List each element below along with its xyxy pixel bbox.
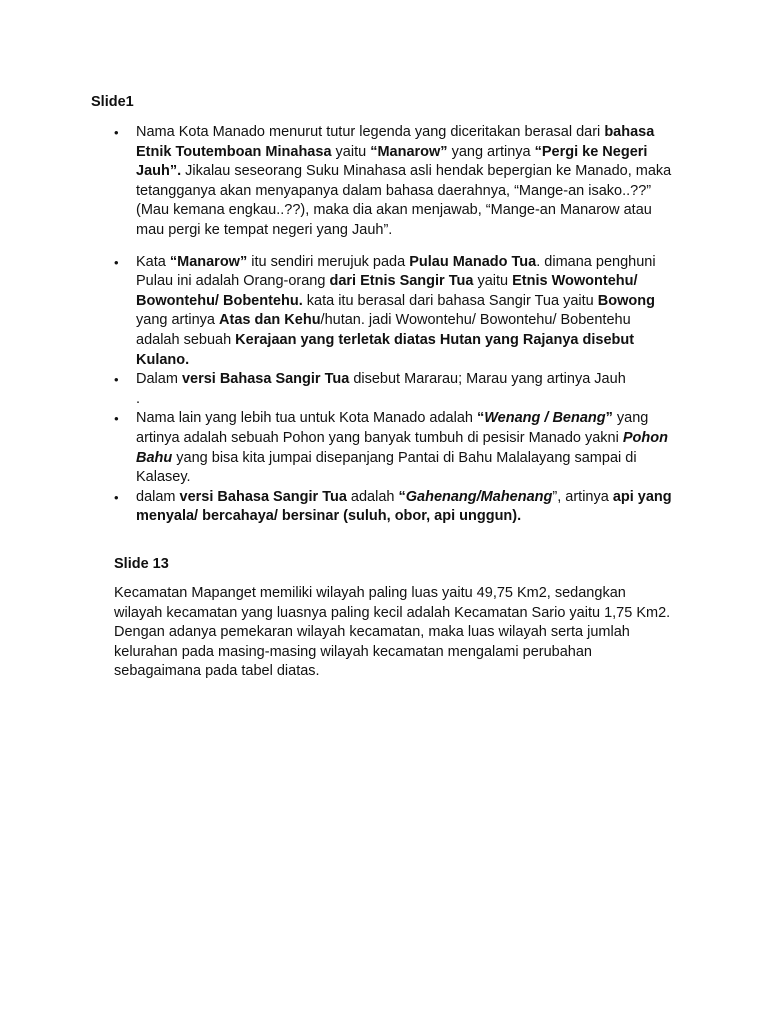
bold-italic-text: Wenang / Benang <box>484 410 606 427</box>
text: itu sendiri merujuk pada <box>247 253 410 270</box>
bold-text: “Manarow” <box>370 143 448 160</box>
bold-text: Atas dan Kehu <box>219 312 321 329</box>
bold-italic-text: Gahenang/Mahenang <box>405 488 553 505</box>
bullet-pulau-manado-tua <box>114 253 674 371</box>
bullet-icon: • <box>114 125 119 140</box>
text: yang bisa kita jumpai disepanjang Pantai di Bahu Malalayang sampai di Kalasey. <box>136 449 637 486</box>
bold-text: versi Bahasa Sangir Tua <box>179 488 347 505</box>
text: Jikalau seseorang Suku Minahasa asli hendak bepergian ke Manado, maka tetangganya akan menyapanya dalam bahasa daerahnya, “Mange-an isako..??” (Mau kemana engkau..??), maka dia akan menjawab, “Mange-an Manarow atau mau pergi ke tempat negeri yang Jauh”. <box>136 163 672 238</box>
slide1-heading: Slide1 <box>91 94 134 110</box>
bold-text: Bowong <box>597 292 655 309</box>
text: Kata <box>136 253 170 270</box>
text: yang artinya adalah sebuah Pohon yang banyak tumbuh di pesisir Manado yakni <box>136 410 649 446</box>
bullet-wenang <box>114 409 674 487</box>
text: . dimana penghuni Pulau ini adalah Orang-orang <box>136 253 656 290</box>
bullet-manarow-origin <box>114 123 674 241</box>
bold-text: versi Bahasa Sangir Tua <box>181 371 350 388</box>
bullet-gahenang <box>114 488 674 527</box>
bullet-icon: • <box>114 254 119 270</box>
bold-text: Etnis Wowontehu/ Bowontehu/ Bobentehu. <box>136 273 638 309</box>
bold-text: api yang menyala/ bercahaya/ bersinar (suluh, obor, api unggun). <box>136 488 672 525</box>
text: Nama lain yang lebih tua untuk Kota Manado adalah <box>136 410 477 427</box>
bullet-icon: • <box>114 411 119 427</box>
text: Nama Kota Manado menurut tutur legenda yang diceritakan berasal dari <box>136 124 605 140</box>
bullet-mararau <box>114 370 674 409</box>
bold-text: dari Etnis Sangir Tua <box>329 273 474 290</box>
text: yaitu <box>473 273 513 290</box>
bold-text: “Manarow” <box>169 253 248 270</box>
text: . <box>136 390 141 407</box>
text: yang artinya <box>136 312 220 329</box>
bold-text: “Pergi ke Negeri Jauh”. <box>136 143 648 180</box>
bullet-icon: • <box>114 372 119 388</box>
slide1-bullet-list <box>114 123 674 527</box>
text: kata itu berasal dari bahasa Sangir Tua yaitu <box>302 292 598 309</box>
bold-italic-text: Pohon Bahu <box>136 429 668 466</box>
text: disebut Mararau; Marau yang artinya Jauh <box>349 371 626 388</box>
text: yaitu <box>331 143 371 160</box>
bold-text: Pulau Manado Tua <box>409 253 537 270</box>
text: /hutan. jadi Wowontehu/ Bowontehu/ Bobentehu adalah sebuah <box>136 312 631 348</box>
bullet-icon: • <box>114 489 119 505</box>
text: dalam <box>136 488 180 505</box>
bold-text: “ <box>476 410 485 427</box>
bold-text: ” <box>605 410 613 427</box>
bold-text: bahasa Etnik Toutemboan Minahasa <box>136 124 655 160</box>
text: yang artinya <box>447 143 535 160</box>
text: ”, artinya <box>552 488 613 505</box>
text: adalah <box>346 488 399 505</box>
bold-text: “ <box>398 488 406 505</box>
slide13-heading: Slide 13 <box>114 556 169 572</box>
text: Dalam <box>136 371 182 388</box>
bold-text: Kerajaan yang terletak diatas Hutan yang Rajanya disebut Kulano. <box>136 331 635 368</box>
slide13-paragraph: Kecamatan Mapanget memiliki wilayah paling luas yaitu 49,75 Km2, sedangkan wilayah kecamatan yang luasnya paling kecil adalah Kecamatan Sario yaitu 1,75 Km2. Dengan adanya pemekaran wilayah kecamatan, maka luas wilayah serta jumlah kelurahan pada masing-masing wilayah kecamatan mengalami perubahan sebagaimana pada tabel diatas. <box>114 585 671 680</box>
